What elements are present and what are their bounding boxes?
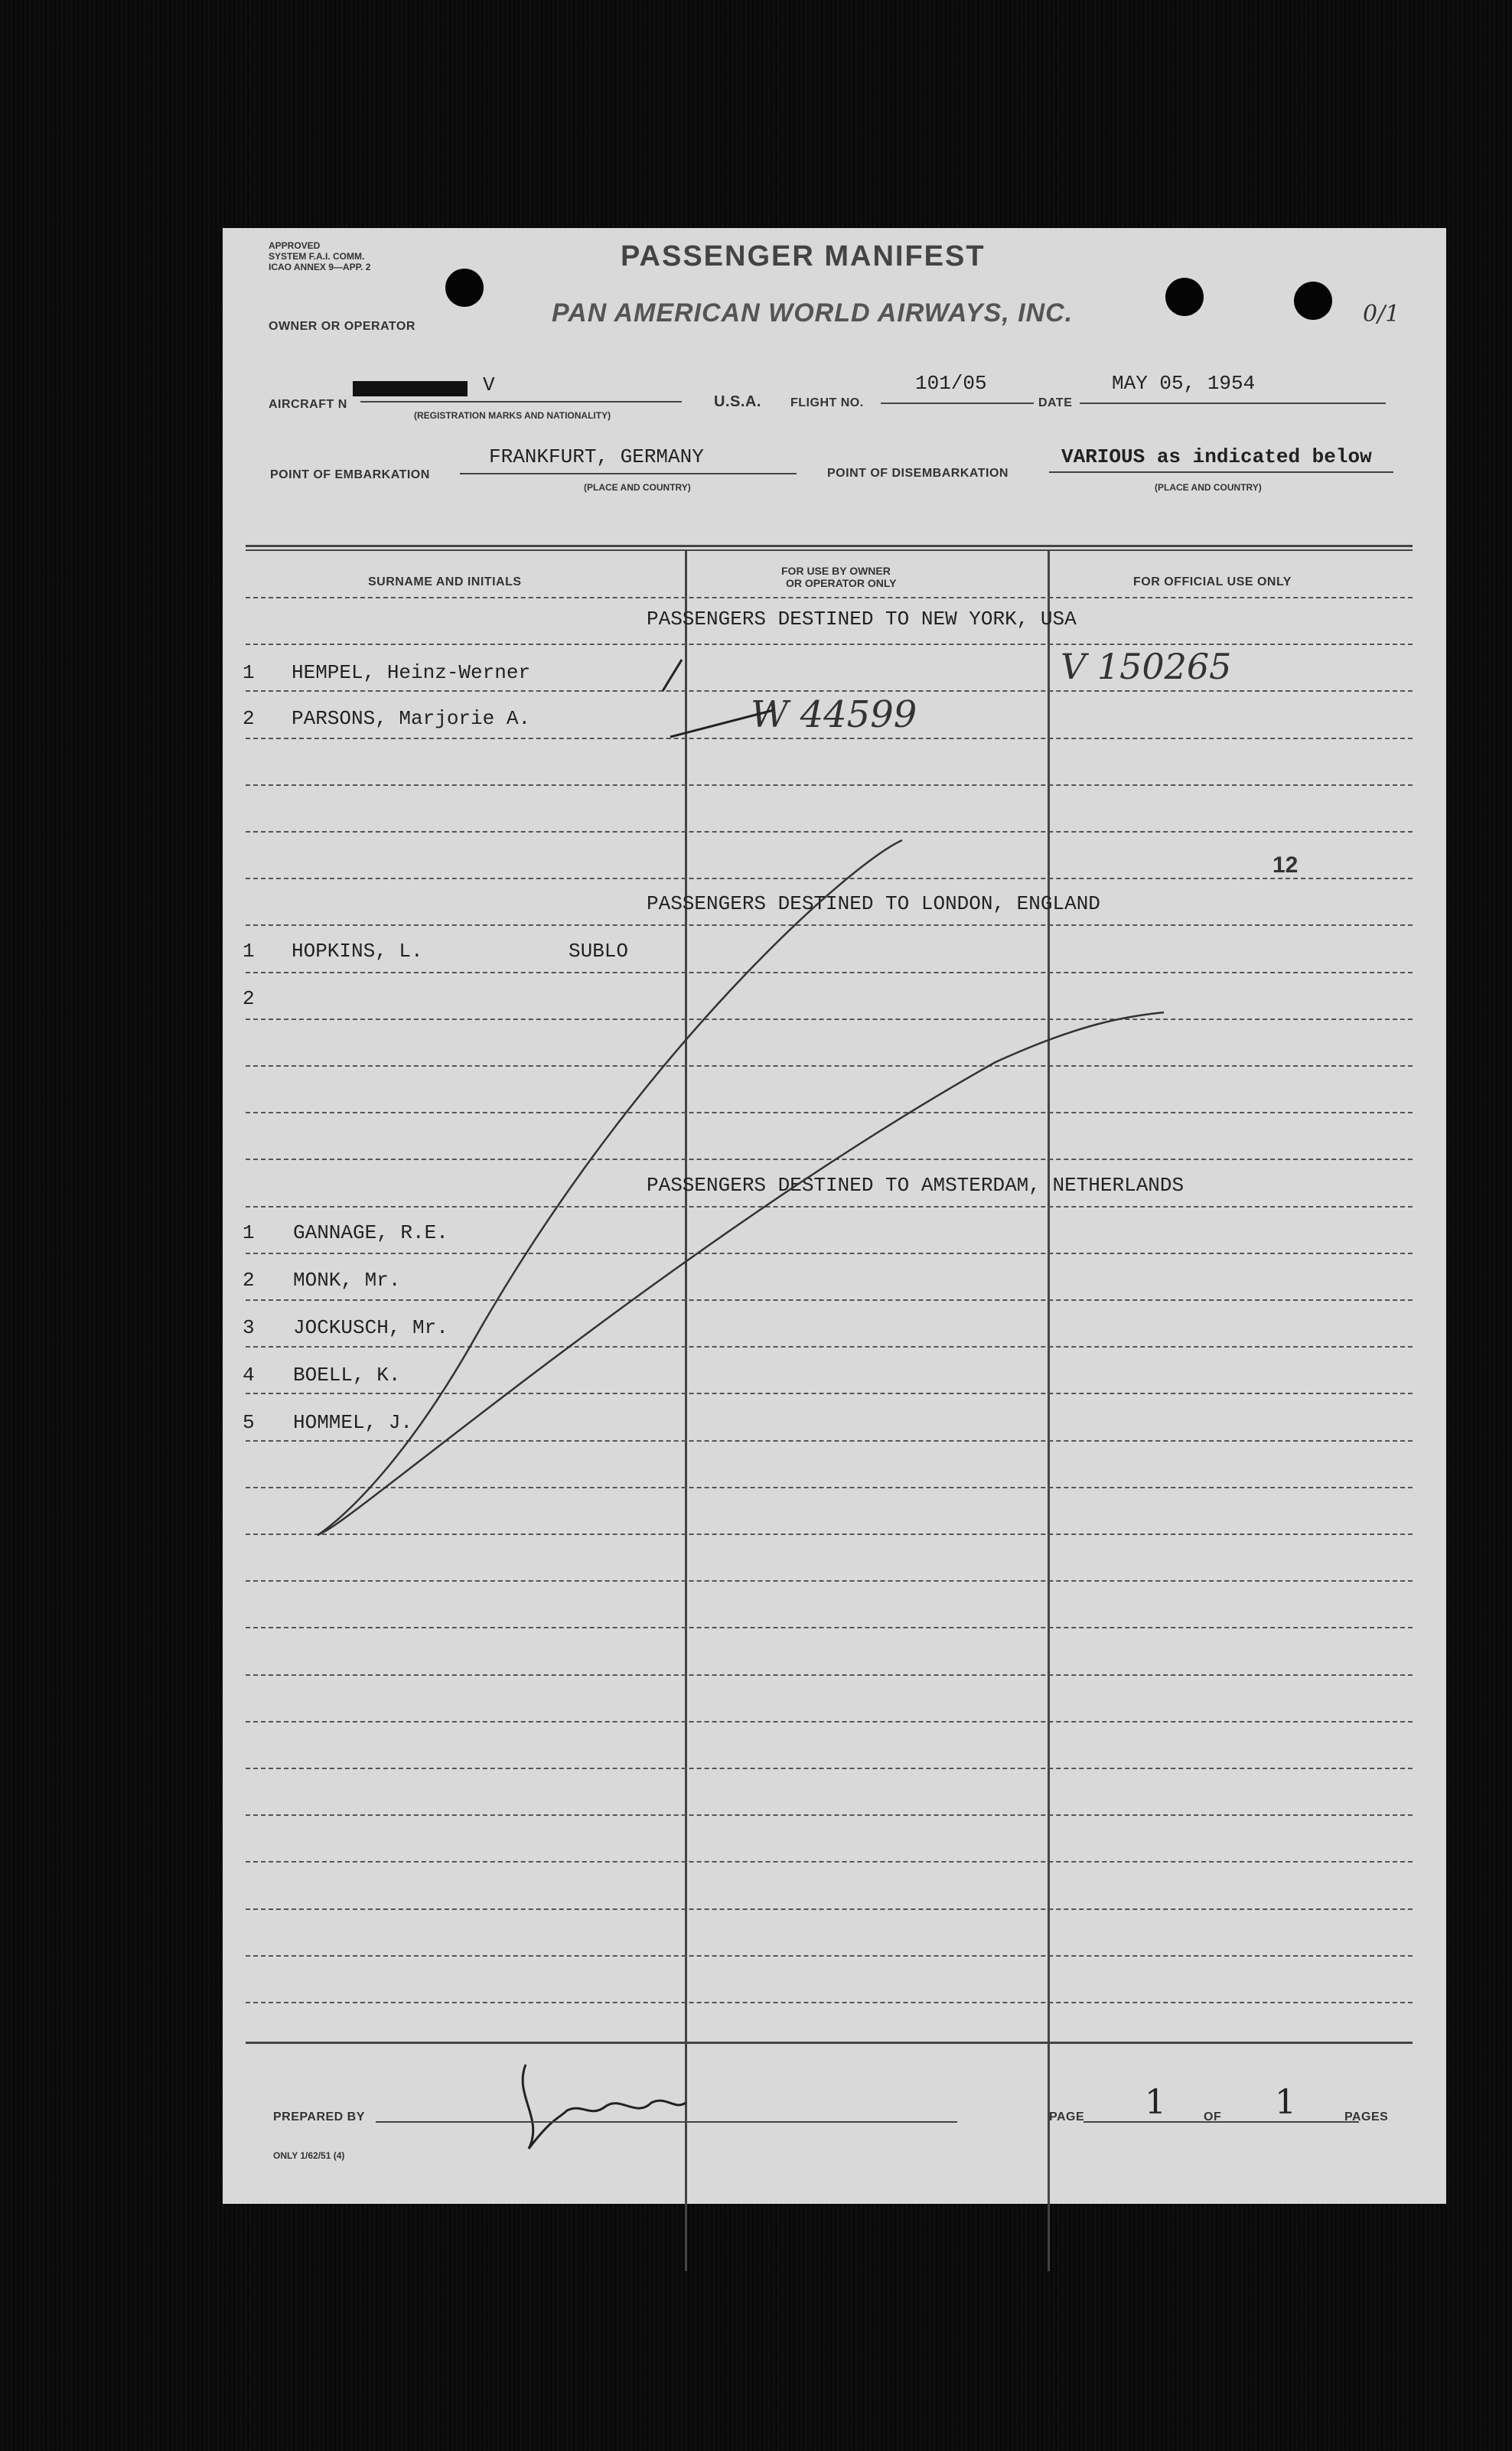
prepared-underline [376,2121,957,2123]
passenger-number: 2 [243,1269,255,1292]
column-header-owner-2: OR OPERATOR ONLY [786,577,897,589]
passenger-number: 3 [243,1316,255,1339]
official-column-handwritten-mark: V 150265 [1061,646,1232,687]
approved-line-2: SYSTEM F.A.I. COMM. [269,251,365,262]
embarkation-label: POINT OF EMBARKATION [270,468,430,481]
owner-label: OWNER OR OPERATOR [269,320,415,333]
check-mark-2 [670,710,774,737]
page-title: PASSENGER MANIFEST [621,240,986,272]
page-underline [1083,2121,1359,2123]
disembarkation-label: POINT OF DISEMBARKATION [827,467,1009,480]
embarkation-value: FRANKFURT, GERMANY [489,445,704,468]
disembarkation-value: VARIOUS as indicated below [1061,445,1372,468]
page-number: 1 [1145,2083,1166,2122]
passenger-name: HEMPEL, Heinz-Werner [292,661,531,684]
passenger-number: 1 [243,661,255,684]
passenger-extra: SUBLO [569,940,629,963]
passenger-number: 1 [243,940,255,963]
column-header-official: FOR OFFICIAL USE ONLY [1133,575,1292,588]
pages-label: PAGES [1344,2110,1389,2123]
approved-line-1: APPROVED [269,240,321,251]
handwritten-loop [318,840,1164,1535]
passenger-name: MONK, Mr. [293,1269,401,1292]
passenger-number: 4 [243,1364,255,1387]
page-total: 1 [1275,2083,1296,2122]
section-heading-amsterdam: PASSENGERS DESTINED TO AMSTERDAM, NETHERLANDS [647,1174,1185,1197]
corner-mark: 0/1 [1363,301,1400,328]
passenger-number: 2 [243,707,255,730]
passenger-number: 1 [243,1221,255,1244]
check-mark-1 [663,660,682,691]
passenger-name: PARSONS, Marjorie A. [292,707,531,730]
form-code: ONLY 1/62/51 (4) [273,2150,345,2161]
handwritten-strokes [223,228,1446,2204]
page-label: PAGE [1049,2110,1085,2123]
flight-number: 101/05 [915,372,987,395]
passenger-number: 2 [243,987,255,1010]
section-heading-new-york: PASSENGERS DESTINED TO NEW YORK, USA [647,608,1077,631]
section-heading-london: PASSENGERS DESTINED TO LONDON, ENGLAND [647,892,1100,915]
manifest-page [223,228,1446,2204]
passenger-count: 12 [1272,852,1299,878]
passenger-name: HOPKINS, L. [292,940,423,963]
date-label: DATE [1038,396,1073,409]
approved-line-3: ICAO ANNEX 9—APP. 2 [269,262,371,272]
registration-caption: (REGISTRATION MARKS AND NATIONALITY) [414,410,611,421]
owner-name: PAN AMERICAN WORLD AIRWAYS, INC. [552,298,1074,328]
flight-label: FLIGHT NO. [790,396,864,409]
aircraft-label: AIRCRAFT N [269,398,347,411]
passenger-name: JOCKUSCH, Mr. [293,1316,448,1339]
usa-label: U.S.A. [714,393,761,410]
owner-column-handwritten-mark: W 44599 [751,693,917,736]
flight-date: MAY 05, 1954 [1112,372,1256,395]
embarkation-caption: (PLACE AND COUNTRY) [584,482,691,493]
of-label: OF [1204,2110,1222,2123]
passenger-name: BOELL, K. [293,1364,401,1387]
disembarkation-caption: (PLACE AND COUNTRY) [1155,482,1262,493]
column-header-surname: SURNAME AND INITIALS [368,575,522,588]
aircraft-value: V [483,373,495,396]
passenger-number: 5 [243,1411,255,1434]
prepared-by-label: PREPARED BY [273,2110,365,2123]
passenger-name: HOMMEL, J. [293,1411,413,1434]
passenger-name: GANNAGE, R.E. [293,1221,448,1244]
preparer-signature [523,2065,686,2149]
column-header-owner-1: FOR USE BY OWNER [781,565,891,577]
